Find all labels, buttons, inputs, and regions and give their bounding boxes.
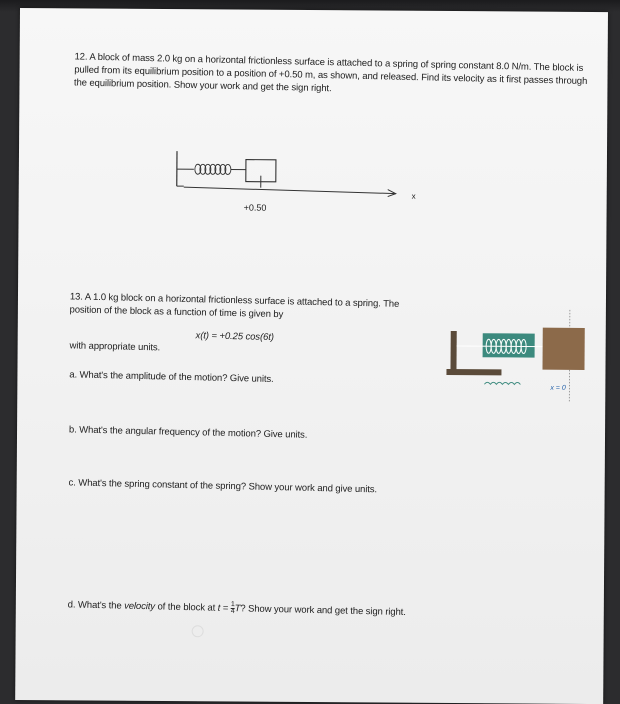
q13d-velocity: velocity (124, 601, 155, 613)
position-equation: x(t) = +0.25 cos(6t) (195, 329, 274, 344)
question-13a: a. What's the amplitude of the motion? Give units. (69, 368, 274, 386)
x-axis (184, 187, 396, 193)
block-2 (542, 328, 584, 370)
q13d-middle: of the block at (157, 601, 215, 613)
worksheet-page (15, 8, 608, 704)
equilibrium-label: x = 0 (550, 385, 565, 392)
floor (446, 369, 501, 375)
q13d-eq: = (223, 603, 229, 614)
question-13-intro: 13. A 1.0 kg block on a horizontal frictionless surface is attached to a spring. The position of the block as a function of time is given by (69, 290, 429, 324)
q13d-prefix: d. What's the (68, 599, 122, 611)
position-label: +0.50 (244, 203, 267, 213)
spring-block-diagram (174, 141, 414, 203)
q13d-period: T (235, 603, 241, 614)
question-13d (68, 598, 406, 619)
question-13b: b. What's the angular frequency of the motion? Give units. (69, 423, 308, 441)
question-12-text: 12. A block of mass 2.0 kg on a horizontal frictionless surface is attached to a spring of spring constant 8.0 N/m. The block is pulled from its equilibrium position to a position of +0.50 m, as shown, and released. Find its velocity as it first passes through the equilibrium position. Show your work and get the sign right. (74, 50, 595, 101)
q13d-suffix: ? Show your work and get the sign right. (240, 603, 406, 618)
x-axis-label: x (412, 192, 416, 201)
units-note: with appropriate units. (69, 339, 160, 354)
floor-spring (484, 382, 520, 384)
question-13c: c. What's the spring constant of the spring? Show your work and give units. (68, 476, 377, 496)
q13d-t: t (218, 603, 221, 614)
spring-coils (195, 164, 231, 174)
one-quarter-fraction: $\frac{1}{4}$ (231, 602, 235, 615)
paper-mark (192, 625, 204, 637)
spring-axis (457, 346, 543, 347)
wall-bar (450, 331, 456, 371)
spring-panel (483, 333, 535, 357)
